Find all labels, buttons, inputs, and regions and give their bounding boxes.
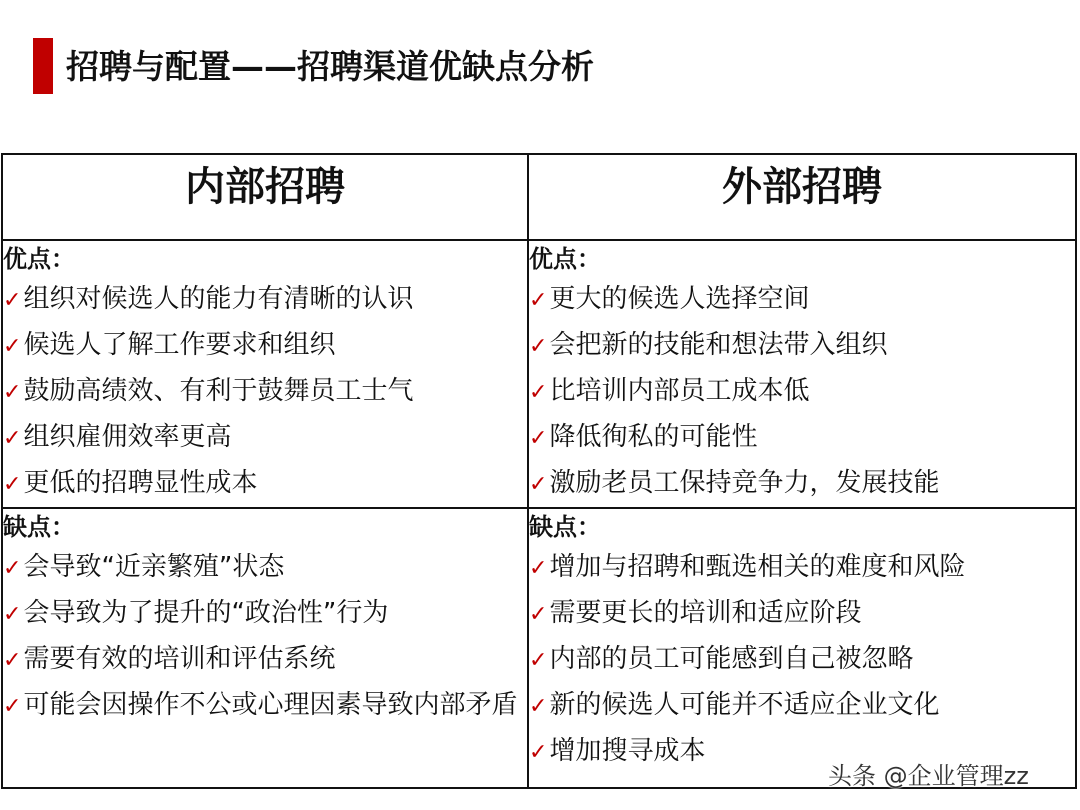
- list-item: [3, 545, 527, 591]
- internal-pros-label: 优点：: [3, 245, 75, 273]
- checkmark-icon: ✓: [529, 288, 548, 313]
- watermark: 头条 @企业管理zz: [828, 762, 1029, 790]
- checkmark-icon: ✓: [3, 426, 22, 451]
- list-item: [529, 277, 1075, 323]
- list-item: [3, 277, 527, 323]
- list-item-text: 内部的员工可能感到自己被忽略: [549, 644, 914, 674]
- list-item-text: 更大的候选人选择空间: [549, 284, 810, 314]
- list-item: [3, 461, 527, 507]
- external-pros-cell: [528, 240, 1076, 508]
- external-cons-list: [529, 545, 1075, 775]
- list-item: [3, 637, 527, 683]
- list-item-text: 组织对候选人的能力有清晰的认识: [23, 284, 414, 314]
- list-item-text: 鼓励高绩效、有利于鼓舞员工士气: [23, 376, 414, 406]
- list-item-text: 降低徇私的可能性: [549, 422, 758, 452]
- checkmark-icon: ✓: [3, 556, 22, 581]
- checkmark-icon: ✓: [3, 288, 22, 313]
- checkmark-icon: ✓: [529, 380, 548, 405]
- list-item: [3, 323, 527, 369]
- list-item-text: 激励老员工保持竞争力，发展技能: [549, 468, 940, 498]
- list-item: [3, 683, 527, 729]
- list-item: [3, 591, 527, 637]
- list-item-text: 会导致为了提升的“政治性”行为: [23, 598, 389, 628]
- list-item: [529, 415, 1075, 461]
- list-item-text: 新的候选人可能并不适应企业文化: [549, 690, 940, 720]
- external-cons-cell: [528, 508, 1076, 788]
- checkmark-icon: ✓: [529, 740, 548, 765]
- list-item: [529, 369, 1075, 415]
- checkmark-icon: ✓: [3, 380, 22, 405]
- external-cons-label: 缺点：: [529, 513, 601, 541]
- list-item-text: 需要更长的培训和适应阶段: [549, 598, 862, 628]
- internal-cons-label: 缺点：: [3, 513, 75, 541]
- checkmark-icon: ✓: [3, 472, 22, 497]
- checkmark-icon: ✓: [3, 334, 22, 359]
- column-header-internal: 内部招聘: [2, 154, 528, 240]
- list-item-text: 候选人了解工作要求和组织: [23, 330, 336, 360]
- list-item: [529, 545, 1075, 591]
- list-item-text: 比培训内部员工成本低: [549, 376, 810, 406]
- internal-cons-list: [3, 545, 527, 729]
- list-item: [529, 683, 1075, 729]
- list-item: [3, 369, 527, 415]
- checkmark-icon: ✓: [529, 694, 548, 719]
- page-title: 招聘与配置——招聘渠道优缺点分析: [66, 47, 594, 86]
- cons-row: [2, 508, 1076, 788]
- checkmark-icon: ✓: [529, 556, 548, 581]
- external-pros-label: 优点：: [529, 245, 601, 273]
- column-header-external: 外部招聘: [528, 154, 1076, 240]
- list-item-text: 增加搜寻成本: [549, 736, 706, 766]
- checkmark-icon: ✓: [529, 472, 548, 497]
- internal-pros-list: [3, 277, 527, 507]
- list-item-text: 组织雇佣效率更高: [23, 422, 232, 452]
- list-item-text: 需要有效的培训和评估系统: [23, 644, 336, 674]
- list-item-text: 会把新的技能和想法带入组织: [549, 330, 888, 360]
- checkmark-icon: ✓: [529, 602, 548, 627]
- checkmark-icon: ✓: [3, 602, 22, 627]
- pros-row: [2, 240, 1076, 508]
- external-pros-list: [529, 277, 1075, 507]
- checkmark-icon: ✓: [529, 426, 548, 451]
- internal-cons-cell: [2, 508, 528, 788]
- list-item-text: 可能会因操作不公或心理因素导致内部矛盾: [23, 690, 518, 720]
- list-item: [529, 461, 1075, 507]
- checkmark-icon: ✓: [3, 648, 22, 673]
- internal-pros-cell: [2, 240, 528, 508]
- list-item: [529, 323, 1075, 369]
- checkmark-icon: ✓: [3, 694, 22, 719]
- list-item: [3, 415, 527, 461]
- table-header-row: [2, 154, 1076, 240]
- list-item-text: 增加与招聘和甄选相关的难度和风险: [549, 552, 966, 582]
- title-accent-bar: [33, 38, 53, 94]
- list-item: [529, 637, 1075, 683]
- list-item: [529, 591, 1075, 637]
- list-item-text: 更低的招聘显性成本: [23, 468, 258, 498]
- checkmark-icon: ✓: [529, 648, 548, 673]
- comparison-table: [1, 153, 1077, 789]
- list-item-text: 会导致“近亲繁殖”状态: [23, 552, 285, 582]
- checkmark-icon: ✓: [529, 334, 548, 359]
